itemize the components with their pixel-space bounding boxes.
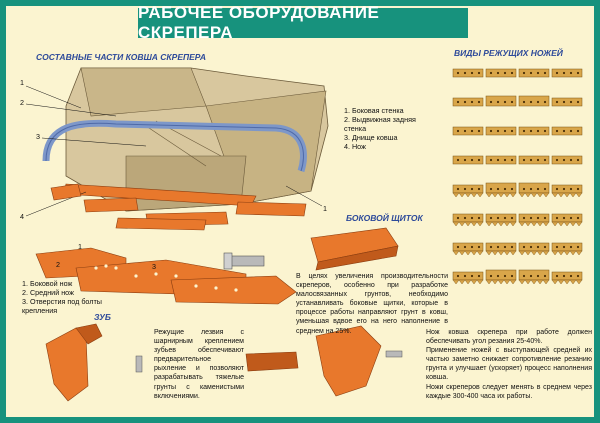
knife-type-4 [453, 156, 582, 164]
bucket-legend [344, 106, 434, 151]
knife-description-p3: Ножи скреперов следует менять в среднем через каждые 300-400 часа их работы. [426, 383, 592, 400]
heading-side-shield: БОКОВОЙ ЩИТОК [346, 213, 423, 223]
knife-callout-2: 2 [56, 260, 60, 269]
knife-callout-1: 1 [78, 242, 82, 251]
knife-type-3 [453, 127, 582, 135]
knife-description [426, 328, 592, 401]
knife-types-svg [451, 61, 591, 301]
knife-type-2 [453, 96, 582, 106]
knife-legend-item: 3. Отверстия под болты крепления [22, 297, 102, 315]
bucket-legend-item: 2. Выдвижная задняя стенка [344, 115, 416, 133]
knife-types-list [451, 61, 591, 301]
bucket-legend-item: 4. Нож [344, 142, 366, 151]
knife-type-1 [453, 69, 582, 77]
bolt-illustration [224, 253, 264, 269]
tooth-description: Режущие лезвия с шарнирным креплением зубьев обеспечивают предварительное рыхление и позволяют разрабатывать тяжелые грунты с каменистыми включениями. [154, 329, 244, 400]
knife-callout-3: 3 [152, 262, 156, 271]
knife-type-6 [453, 214, 582, 226]
knife-legend [22, 279, 132, 315]
knife-legend-item: 2. Средний нож [22, 288, 74, 297]
knife-description-p2: Применение ножей с выступающей средней их частью заметно снижает сопротивление резанию грунта и улучшает (ускоряет) процесс наполнения ковша. [426, 347, 592, 382]
side-shield-illustration [311, 228, 398, 270]
bucket-legend-item: 1. Боковая стенка [344, 106, 404, 115]
shield-description: В целях увеличения производительности скреперов, особенно при разработке малосвязанных грунтов, необходимо устанавливать боковые щитки, которые в процессе работы направляют грунт в ковш, уменьшая вдвое его на него наполнение в среднем на 25%. [296, 273, 448, 335]
heading-tooth: ЗУБ [94, 312, 111, 322]
scraper-bucket-illustration [46, 68, 328, 211]
callout-1: 1 [20, 78, 24, 87]
callout-3: 3 [36, 132, 40, 141]
knife-description-p1: Нож ковша скрепера при работе должен обеспечивать угол резания 25-40%. [426, 329, 592, 346]
callout-2: 2 [20, 98, 24, 107]
knife-legend-item: 1. Боковой нож [22, 279, 73, 288]
knife-type-8 [453, 270, 582, 284]
poster-title: РАБОЧЕЕ ОБОРУДОВАНИЕ СКРЕПЕРА [138, 8, 468, 38]
heading-knife-types: ВИДЫ РЕЖУЩИХ НОЖЕЙ [454, 48, 563, 58]
heading-bucket-parts: СОСТАВНЫЕ ЧАСТИ КОВША СКРЕПЕРА [36, 52, 207, 62]
bucket-legend-item: 3. Днище ковша [344, 133, 398, 142]
knife-type-7 [453, 243, 582, 255]
callout-4: 4 [20, 212, 24, 221]
callout-1b: 1 [323, 204, 327, 213]
knife-type-5 [453, 183, 582, 197]
